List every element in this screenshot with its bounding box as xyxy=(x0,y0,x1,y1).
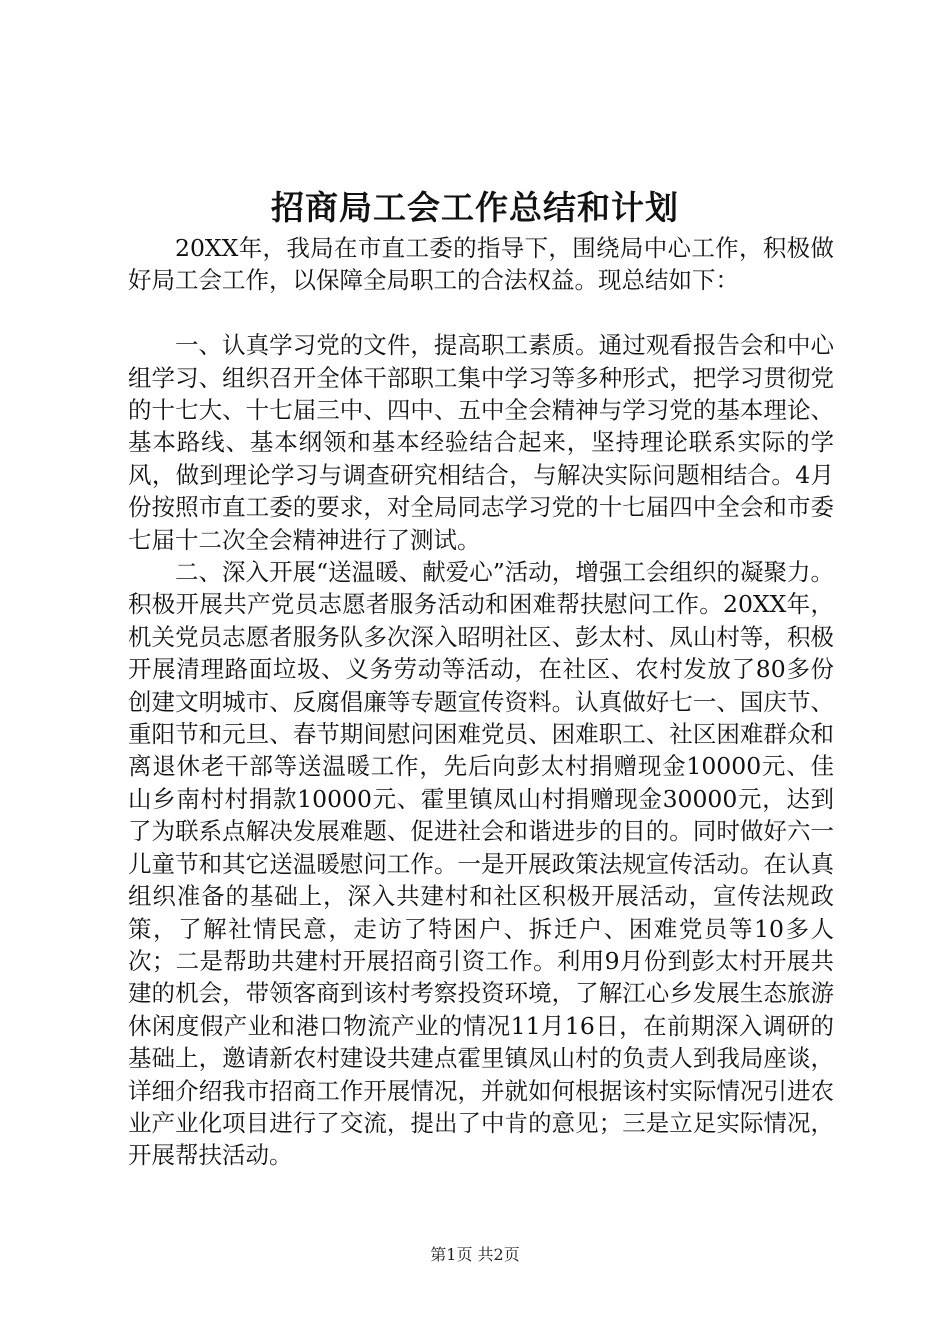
document-body xyxy=(128,232,834,1172)
paragraph-section-1: 一、认真学习党的文件，提高职工素质。通过观看报告会和中心组学习、组织召开全体干部职工集中学习等多种形式，把学习贯彻党的十七大、十七届三中、四中、五中全会精神与学习党的基本理论、基本路线、基本纲领和基本经验结合起来，坚持理论联系实际的学风，做到理论学习与调查研究相结合，与解决实际问题相结合。4月份按照市直工委的要求，对全局同志学习党的十七届四中全会和市委七届十二次全会精神进行了测试。 xyxy=(128,331,834,554)
paragraph-intro: 20XX年，我局在市直工委的指导下，围绕局中心工作，积极做好局工会工作，以保障全局职工的合法权益。现总结如下： xyxy=(128,234,834,295)
document-title: 招商局工会工作总结和计划 xyxy=(271,188,679,227)
page-number-footer: 第1页 共2页 xyxy=(430,1245,520,1264)
paragraph-section-2: 二、深入开展“送温暖、献爱心”活动，增强工会组织的凝聚力。积极开展共产党员志愿者服务活动和困难帮扶慰问工作。20XX年，机关党员志愿者服务队多次深入昭明社区、彭太村、凤山村等，积极开展清理路面垃圾、义务劳动等活动，在社区、农村发放了80多份创建文明城市、反腐倡廉等专题宣传资料。认真做好七一、国庆节、重阳节和元旦、春节期间慰问困难党员、困难职工、社区困难群众和离退休老干部等送温暖工作，先后向彭太村捐赠现金10000元、佳山乡南村村捐款10000元、霍里镇凤山村捐赠现金30000元，达到了为联系点解决发展难题、促进社会和谐进步的目的。同时做好六一儿童节和其它送温暖慰问工作。一是开展政策法规宣传活动。在认真组织准备的基础上，深入共建村和社区积极开展活动，宣传法规政策，了解社情民意，走访了特困户、拆迁户、困难党员等10多人次；二是帮助共建村开展招商引资工作。利用9月份到彭太村开展共建的机会，带领客商到该村考察投资环境，了解江心乡发展生态旅游休闲度假产业和港口物流产业的情况11月16日，在前期深入调研的基础上，邀请新农村建设共建点霍里镇凤山村的负责人到我局座谈，详细介绍我市招商工作开展情况，并就如何根据该村实际情况引进农业产业化项目进行了交流，提出了中肯的意见；三是立足实际情况，开展帮扶活动。 xyxy=(128,558,834,1170)
